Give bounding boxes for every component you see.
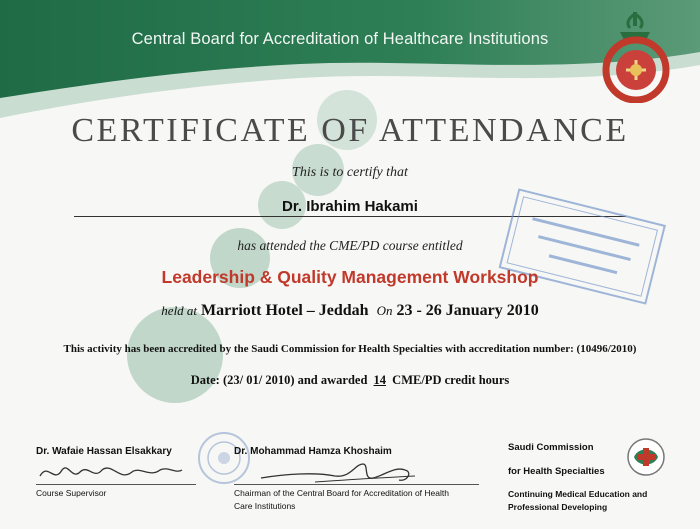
- commission-dept-line1: Continuing Medical Education and: [508, 489, 648, 499]
- supervisor-signature: [36, 458, 186, 486]
- supervisor-name: Dr. Wafaie Hassan Elsakkary: [36, 446, 172, 457]
- cbahi-emblem-icon: [600, 8, 672, 103]
- scfhs-logo-icon: [626, 437, 666, 477]
- certify-text: This is to certify that: [292, 165, 408, 180]
- chairman-name: Dr. Mohammad Hamza Khoshaim: [234, 446, 392, 457]
- commission-name-line1: Saudi Commission: [508, 442, 594, 453]
- commission-name-line2: for Health Specialties: [508, 466, 605, 477]
- organization-title: Central Board for Accreditation of Healthcare Institutions: [131, 30, 549, 48]
- date-credit-row: [0, 373, 700, 388]
- recipient-name: Dr. Ibrahim Hakami: [282, 198, 418, 215]
- credit-suffix: CME/PD credit hours: [392, 373, 510, 387]
- chairman-role-line1: Chairman of the Central Board for Accreditation of Health: [234, 488, 449, 498]
- course-title: Leadership & Quality Management Workshop: [161, 267, 539, 287]
- on-label: On: [376, 303, 393, 318]
- credit-hours: 14: [373, 373, 387, 387]
- held-at-label: held at: [161, 303, 198, 318]
- supervisor-role: Course Supervisor: [36, 488, 107, 498]
- attended-text: has attended the CME/PD course entitled: [237, 238, 463, 253]
- event-dates: 23 - 26 January 2010: [396, 302, 539, 319]
- accreditation-text: This activity has been accredited by the Saudi Commission for Health Specialties with accreditation number: (10496/2010): [63, 343, 637, 355]
- venue-row: [0, 302, 700, 320]
- chairman-signature: [255, 456, 425, 486]
- date-label: Date: (23/ 01/ 2010) and awarded: [190, 373, 368, 387]
- venue: Marriott Hotel – Jeddah: [201, 302, 369, 319]
- seal-icon: [196, 430, 252, 486]
- chairman-role-line2: Care Institutions: [234, 501, 296, 511]
- chairman-rule: [234, 484, 479, 485]
- supervisor-rule: [36, 484, 196, 485]
- certificate-title: CERTIFICATE OF ATTENDANCE: [71, 112, 629, 149]
- commission-dept-line2: Professional Developing: [508, 502, 608, 512]
